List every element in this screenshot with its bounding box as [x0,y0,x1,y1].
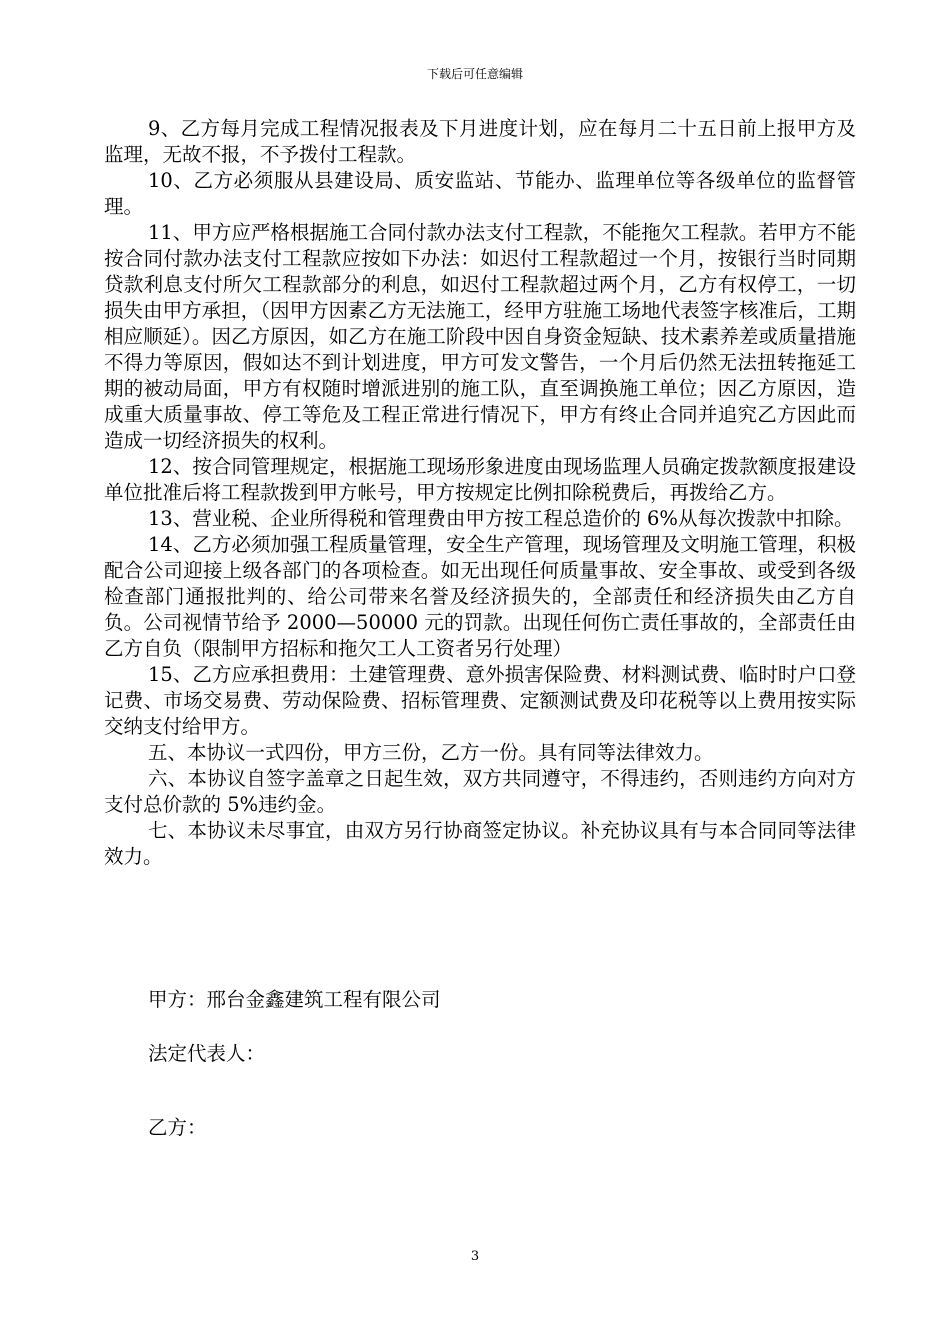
clause-14: 14、乙方必须加强工程质量管理，安全生产管理，现场管理及文明施工管理，积极配合公司迎接上级各部门的各项检查。如无出现任何质量事故、安全事故、或受到各级检查部门通报批判的、给公司带来名誉及经济损失的，全部责任和经济损失由乙方自负。公司视情节给予 2000—50000 元的罚款。出现任何伤亡责任事故的，全部责任由乙方自负（限制甲方招标和拖欠工人工资者另行处理） [104,533,856,660]
clause-10: 10、乙方必须服从县建设局、质安监站、节能办、监理单位等各级单位的监督管理。 [104,169,856,218]
article-5: 五、本协议一式四份，甲方三份，乙方一份。具有同等法律效力。 [148,741,714,764]
clause-11: 11、甲方应严格根据施工合同付款办法支付工程款，不能拖欠工程款。若甲方不能按合同付款办法支付工程款应按如下办法：如迟付工程款超过一个月，按银行当时同期贷款利息支付所欠工程款部分的利息，如迟付工程款超过两个月，乙方有权停工，一切损失由甲方承担，（因甲方因素乙方无法施工，经甲方驻施工场地代表签字核准后，工期相应顺延）。因乙方原因，如乙方在施工阶段中因自身资金短缺、技术素养差或质量措施不得力等原因，假如达不到计划进度，甲方可发文警告，一个月后仍然无法扭转拖延工期的被动局面，甲方有权随时增派进别的施工队，直至调换施工单位；因乙方原因，造成重大质量事故、停工等危及工程正常进行情况下，甲方有终止合同并追究乙方因此而造成一切经济损失的权利。 [104,221,856,452]
legal-representative-line: 法定代表人： [148,1042,266,1065]
party-a-signature-line: 甲方：邢台金鑫建筑工程有限公司 [148,988,441,1011]
page-number: 3 [470,1249,480,1264]
article-6: 六、本协议自签字盖章之日起生效，双方共同遵守，不得违约，否则违约方向对方支付总价款的 5%违约金。 [104,767,856,816]
clause-12: 12、按合同管理规定，根据施工现场形象进度由现场监理人员确定拨款额度报建设单位批准后将工程款拨到甲方帐号，甲方按规定比例扣除税费后，再拨给乙方。 [104,455,856,504]
clause-13: 13、营业税、企业所得税和管理费由甲方按工程总造价的 6%从每次拨款中扣除。 [148,507,854,530]
page-header: 下载后可任意编辑 [426,67,523,81]
article-7: 七、本协议未尽事宜，由双方另行协商签定协议。补充协议具有与本合同同等法律效力。 [104,819,856,868]
party-b-signature-line: 乙方： [148,1116,207,1139]
clause-9: 9、乙方每月完成工程情况报表及下月进度计划，应在每月二十五日前上报甲方及监理，无故不报，不予拨付工程款。 [104,117,856,166]
clause-15: 15、乙方应承担费用：土建管理费、意外损害保险费、材料测试费、临时时户口登记费、市场交易费、劳动保险费、招标管理费、定额测试费及印花税等以上费用按实际交纳支付给甲方。 [104,663,856,738]
document-body [104,116,856,870]
